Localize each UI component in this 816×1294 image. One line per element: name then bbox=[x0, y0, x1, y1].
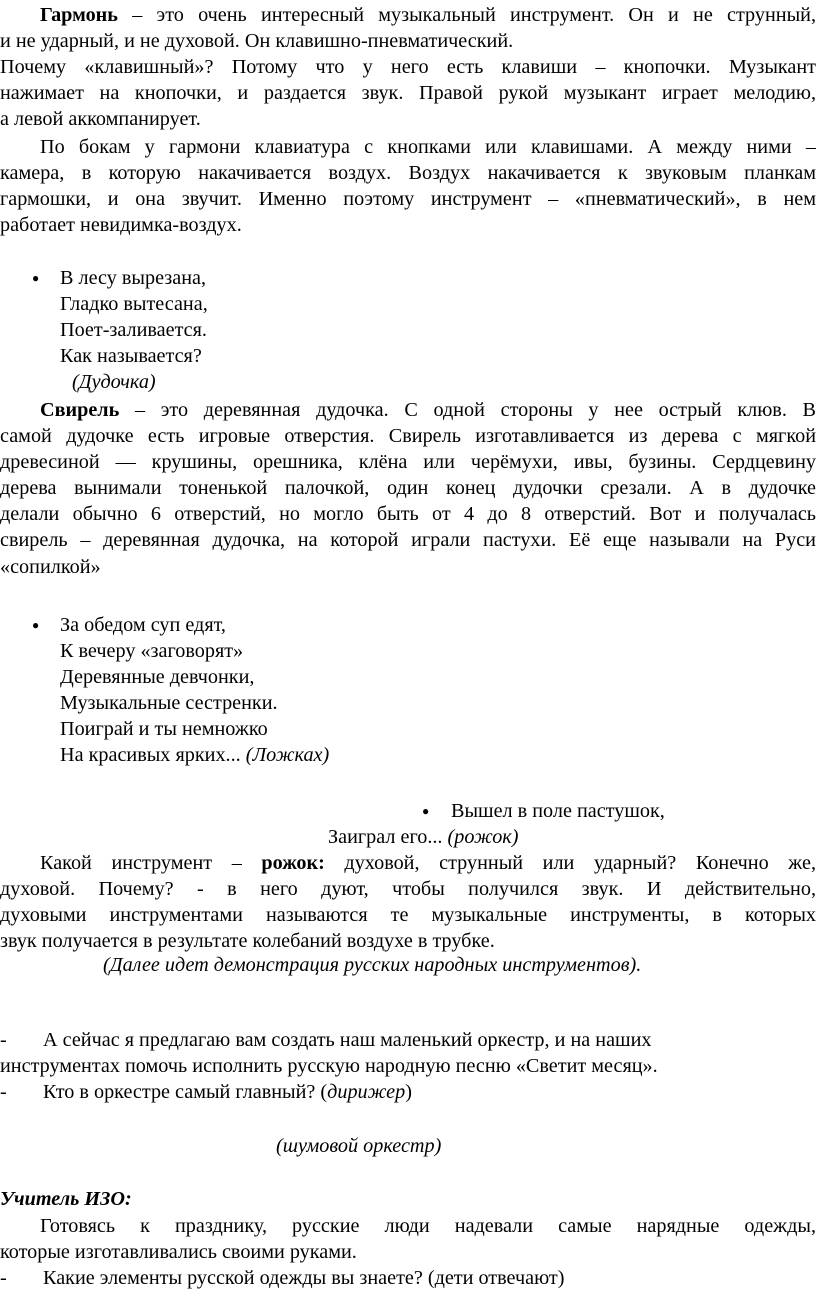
riddle-answer: (рожок) bbox=[447, 826, 519, 848]
verse-line: Музыкальные сестренки. bbox=[60, 692, 278, 715]
riddle-rozhok-line2 bbox=[328, 824, 518, 850]
text-line: «сопилкой» bbox=[0, 555, 101, 578]
text-line: гармошки, и она звучит. Именно поэтому инструмент – «пневматический», в нем bbox=[0, 188, 816, 211]
text-line: древесиной — крушины, орешника, клёна или черёмухи, ивы, бузины. Сердцевину bbox=[0, 451, 816, 474]
paragraph-pneumatic bbox=[0, 134, 816, 238]
text-line: свирель – деревянная дудочка, на которой играли пастухи. Её еще называли на Руси bbox=[0, 529, 816, 552]
verse-line: К вечеру «заговорят» bbox=[60, 640, 244, 663]
riddle-dudochka bbox=[60, 265, 208, 395]
text-line: Свирель – это деревянная дудочка. С одной стороны у нее острый клюв. В bbox=[40, 399, 816, 421]
verse-line: Гладко вытесана, bbox=[60, 293, 208, 316]
text-line: а левой аккомпанирует. bbox=[0, 108, 201, 131]
text-line: Какой инструмент – рожок: духовой, струнный или ударный? Конечно же, bbox=[40, 852, 816, 874]
section-heading: Учитель ИЗО: bbox=[0, 1188, 132, 1210]
text-line: По бокам у гармони клавиатура с кнопками или клавишами. А между ними – bbox=[40, 136, 816, 158]
term-garmon: Гармонь bbox=[40, 4, 118, 26]
text-line: Готовясь к празднику, русские люди надевали самые нарядные одежды, bbox=[40, 1215, 816, 1237]
text-line: дерева вынимали тоненькой палочкой, один конец дудочки срезали. А в дудочке bbox=[0, 477, 816, 500]
verse-line: Поет-заливается. bbox=[60, 319, 207, 342]
dialog-orchestra: - А сейчас я предлагаю вам создать наш маленький оркестр, и на наших инструментах помочь исполнить русскую народную песню «Светит месяц». - Кто в оркестре самый главный? (дирижер) bbox=[0, 1029, 658, 1104]
bullet-icon: ● bbox=[32, 271, 40, 285]
paragraph-keys bbox=[0, 54, 816, 132]
riddle-rozhok-line1 bbox=[451, 798, 665, 824]
text-line: которые изготавливались своими руками. bbox=[0, 1241, 357, 1264]
paragraph-svirel bbox=[0, 397, 816, 580]
verse-line: В лесу вырезана, bbox=[60, 267, 207, 289]
text-line: нажимает на кнопочки, и раздается звук. Правой рукой музыкант играет мелодию, bbox=[0, 82, 816, 105]
text-line: звук получается в результате колебаний воздухе в трубке. bbox=[0, 930, 495, 953]
text-line: Гармонь – это очень интересный музыкальный инструмент. Он и не струнный, bbox=[40, 4, 816, 26]
text-line: делали обычно 6 отверстий, но могло быть от 4 до 8 отверстий. Вот и получалась bbox=[0, 503, 816, 526]
paragraph-clothes: Готовясь к празднику, русские люди надевали самые нарядные одежды, которые изготавливались своими руками. - Какие элементы русской одежды вы знаете? (дети отвечают) bbox=[0, 1215, 816, 1290]
text-line: духовыми инструментами называются те музыкальные инструменты, в которых bbox=[0, 904, 816, 927]
riddle-answer: (Дудочка) bbox=[72, 371, 156, 394]
riddle-lozhki bbox=[60, 612, 329, 769]
verse-line: Поиграй и ты немножко bbox=[60, 718, 268, 741]
text-line: Почему «клавишный»? Потому что у него есть клавиши – кнопочки. Музыкант bbox=[0, 56, 816, 78]
riddle-answer: (Ложках) bbox=[245, 744, 330, 767]
verse-line: Как называется? bbox=[60, 345, 202, 368]
term-rozhok: рожок: bbox=[261, 852, 325, 874]
verse-line: Вышел в поле пастушок, bbox=[451, 800, 665, 822]
term-svirel: Свирель bbox=[40, 399, 120, 421]
bullet-icon: ● bbox=[422, 804, 430, 818]
verse-line: На красивых ярких... (Ложках) bbox=[60, 744, 330, 767]
text-line: и не ударный, и не духовой. Он клавишно-пневматический. bbox=[0, 30, 514, 53]
text-line: работает невидимка-воздух. bbox=[0, 214, 242, 237]
stage-note: (Далее идет демонстрация русских народных инструментов). bbox=[103, 954, 642, 976]
paragraph-garmon bbox=[0, 2, 816, 54]
paragraph-rozhok bbox=[0, 850, 816, 954]
text-line: духовой. Почему? - в него дуют, чтобы получился звук. И действительно, bbox=[0, 878, 816, 901]
text-line: камера, в которую накачивается воздух. Воздух накачивается к звуковым планкам bbox=[0, 162, 816, 185]
text-line: самой дудочке есть игровые отверстия. Свирель изготавливается из дерева с мягкой bbox=[0, 425, 816, 448]
verse-line: За обедом суп едят, bbox=[60, 614, 226, 636]
verse-line: Деревянные девчонки, bbox=[60, 666, 255, 689]
stage-note: (шумовой оркестр) bbox=[276, 1135, 442, 1157]
bullet-icon: ● bbox=[32, 618, 40, 632]
verse-line: Заиграл его... (рожок) bbox=[328, 826, 519, 848]
